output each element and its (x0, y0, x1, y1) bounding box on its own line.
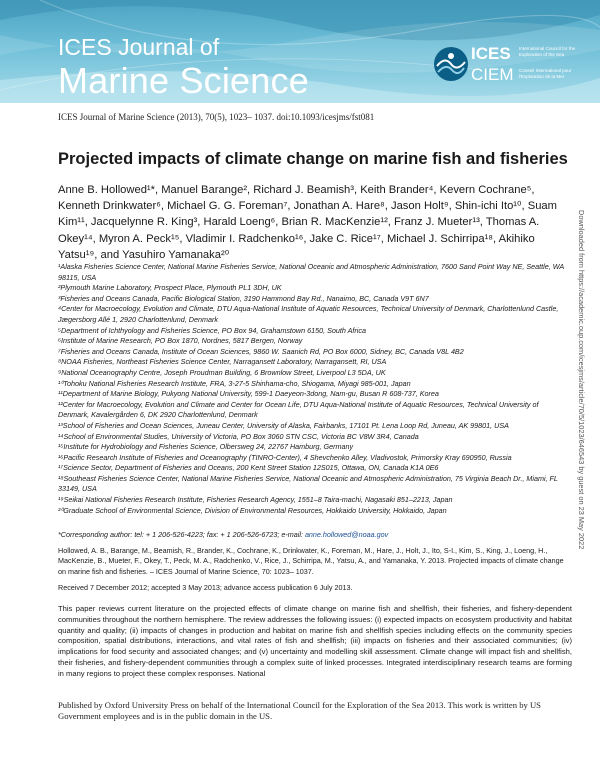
affiliation-2: ²Plymouth Marine Laboratory, Prospect Place, Plymouth PL1 3DH, UK (58, 283, 282, 293)
ices-logo-mark-icon (433, 46, 469, 82)
author-email-link[interactable]: anne.hollowed@noaa.gov (304, 530, 389, 539)
affiliation-17: ¹⁷Science Sector, Department of Fisheries and Oceans, 200 Kent Street Station 12S015, Ottawa, ON, Canada K1A 0E6 (58, 463, 439, 473)
affiliation-6: ⁶Institute of Marine Research, PO Box 1870, Nordnes, 5817 Bergen, Norway (58, 336, 303, 346)
affiliation-11: ¹¹Department of Marine Biology, Pukyong National University, 599-1 Daeyeon-3dong, Nam-gu, Busan R 608-737, Korea (58, 389, 439, 399)
affiliation-15: ¹⁵Institute for Hydrobiology and Fisheries Science, Olbersweg 24, 22767 Hamburg, Germany (58, 442, 354, 452)
article-title: Projected impacts of climate change on marine fish and fisheries (58, 150, 568, 168)
corresponding-author (58, 530, 570, 539)
received-dates: Received 7 December 2012; accepted 3 May 2013; advance access publication 6 July 2013. (58, 583, 353, 592)
affiliation-16: ¹⁶Pacific Research Institute of Fisheries and Oceanography (TINRO-Center), 4 Shevchenko Alley, Vladivostok, Primorsky Kray 690950, Russia (58, 452, 512, 462)
affiliation-5: ⁵Department of Ichthyology and Fisheries Science, PO Box 94, Grahamstown 6150, South Africa (58, 325, 366, 335)
logo-french-name: Conseil International pour l'Exploration de la Mer (519, 68, 572, 79)
affiliation-3: ³Fisheries and Oceans Canada, Pacific Biological Station, 3190 Hammond Bay Rd., Nanaimo, BC, Canada V9T 6N7 (58, 293, 429, 303)
affiliation-13: ¹³School of Fisheries and Ocean Sciences, Juneau Center, University of Alaska, Fairbanks, 17101 Pt. Lena Loop Rd, Juneau, AK 99801, USA (58, 420, 509, 430)
logo-english-name: International Council for the Exploration of the Sea (519, 46, 576, 57)
citation-line: ICES Journal of Marine Science (2013), 70(5), 1023– 1037. doi:10.1093/icesjms/fst081 (58, 112, 375, 122)
affiliation-1: ¹Alaska Fisheries Science Center, National Marine Fisheries Service, National Oceanic and Atmospheric Administration, 7600 Sand Point Way NE, Seattle, WA 98115, USA (58, 262, 564, 282)
abstract: This paper reviews current literature on the projected effects of climate change on marine fish and shellfish, their fisheries, and fishery-dependent communities throughout the northern hemisphere. The review addresses the following issues: (i) expected impacts on ecosystem productivity and habitat quantity and quality; (ii) impacts of changes in production and habitat on marine fish and shellfish species including effects on the community species composition, spatial distributions, interactions, and vital rates of fish and shellfish; (iii) impacts on fisheries and their associated communities; (iv) implications for food security and associated changes; and (v) uncertainty and modelling skill assessment. Climate change will impact fish and shellfish, their fisheries, and fishery-dependent communities through a complex suite of linked processes. Integrated interdisciplinary research teams are forming in many regions to project these complex responses. National (58, 604, 572, 678)
affiliation-18: ¹⁸Southeast Fisheries Science Center, National Marine Fisheries Service, National Oceanic and Atmospheric Administration, 75 Virginia Beach Dr., Miami, FL 33149, USA (58, 473, 558, 494)
affiliation-20: ²⁰Graduate School of Environmental Science, Division of Environmental Resources, Hokkaido University, Hokkaido, Japan (58, 505, 447, 515)
affiliation-12: ¹²Center for Macroecology, Evolution and Climate and Center for Ocean Life, DTU Aqua-National Institute of Aquatic Resources, Technical University of Denmark, Kavalergården 6, DK 2920 Charlottenlund, Denmark (58, 399, 539, 420)
affiliation-14: ¹⁴School of Environmental Studies, University of Victoria, PO Box 3060 STN CSC, Victoria BC V8W 3R4, Canada (58, 431, 419, 441)
journal-name-line2: Marine Science (58, 60, 309, 101)
affiliation-9: ⁹National Oceanography Centre, Joseph Proudman Building, 6 Brownlow Street, Liverpool L3 5DA, UK (58, 367, 386, 377)
ices-logo (433, 40, 593, 90)
journal-name-line1: ICES Journal of (58, 34, 220, 60)
affiliations (58, 262, 570, 516)
how-to-cite: Hollowed, A. B., Barange, M., Beamish, R., Brander, K., Cochrane, K., Drinkwater, K., Foreman, M., Hare, J., Holt, J., Ito, S-I., Kim, S., King, J., Loeng, H., MacKenzie, B., Mueter, F., Okey, T., Peck, M. A., Radchenko, V., Rice, J., Schirripa, M., Yatsu, A., and Yamanaka, Y. 2013. Projected impacts of climate change on marine fish and fisheries. – ICES Journal of Marine Science, 70: 1023– 1037. (58, 546, 564, 576)
logo-ices-text: ICES (471, 44, 511, 63)
logo-ciem-text: CIEM (471, 65, 514, 84)
affiliation-10: ¹⁰Tohoku National Fisheries Research Institute, FRA, 3-27-5 Shinhama-cho, Shiogama, Miyagi 985-001, Japan (58, 378, 411, 388)
download-watermark-text: Downloaded from https://academic.oup.com/icesjms/article/70/5/1023/646543 by guest on 23 May 2022 (577, 210, 586, 550)
author-list (58, 182, 568, 263)
corresponding-author-text: *Corresponding author: tel: + 1 206-526-4223; fax: + 1 206-526-6723; e-mail: (58, 530, 305, 539)
affiliation-7: ⁷Fisheries and Oceans Canada, Institute of Ocean Sciences, 9860 W. Saanich Rd, PO Box 6000, Sidney, BC, Canada V8L 4B2 (58, 346, 464, 356)
affiliation-8: ⁸NOAA Fisheries, Northeast Fisheries Science Center, Narragansett Laboratory, Narragansett, RI, USA (58, 357, 387, 367)
journal-banner (0, 0, 600, 103)
authors-text: Anne B. Hollowed¹*, Manuel Barange², Richard J. Beamish³, Keith Brander⁴, Kevern Cochrane⁵, Kenneth Drinkwater⁶, Michael G. G. Foreman⁷, Jonathan A. Hare⁸, Jason Holt⁹, Shin-ichi Ito¹⁰, Suam Kim¹¹, Jacquelynne R. King³, Harald Loeng⁶, Brian R. MacKenzie¹², Franz J. Mueter¹³, Thomas A. Okey¹⁴, Myron A. Peck¹⁵, Vladimir I. Radchenko¹⁶, Jake C. Rice¹⁷, Michael J. Schirripa¹⁸, Akihiko Yatsu¹⁹, and Yasuhiro Yamanaka²⁰ (58, 184, 557, 261)
publisher-note: Published by Oxford University Press on behalf of the International Council for the Exploration of the Sea 2013. This work is written by US Government employees and is in the public domain in the US. (58, 700, 541, 721)
download-watermark (577, 210, 594, 660)
affiliation-19: ¹⁹Seikai National Fisheries Research Institute, Fisheries Research Agency, 1551–8 Taira-machi, Nagasaki 851–2213, Japan (58, 495, 453, 505)
affiliation-4: ⁴Center for Macroecology, Evolution and Climate, DTU Aqua-National Institute of Aquatic Resources, Technical University of Denmark, Charlottenlund Castle, Jægersborg Allé 1, 2920 Charlottenlund, Denmark (58, 304, 559, 324)
